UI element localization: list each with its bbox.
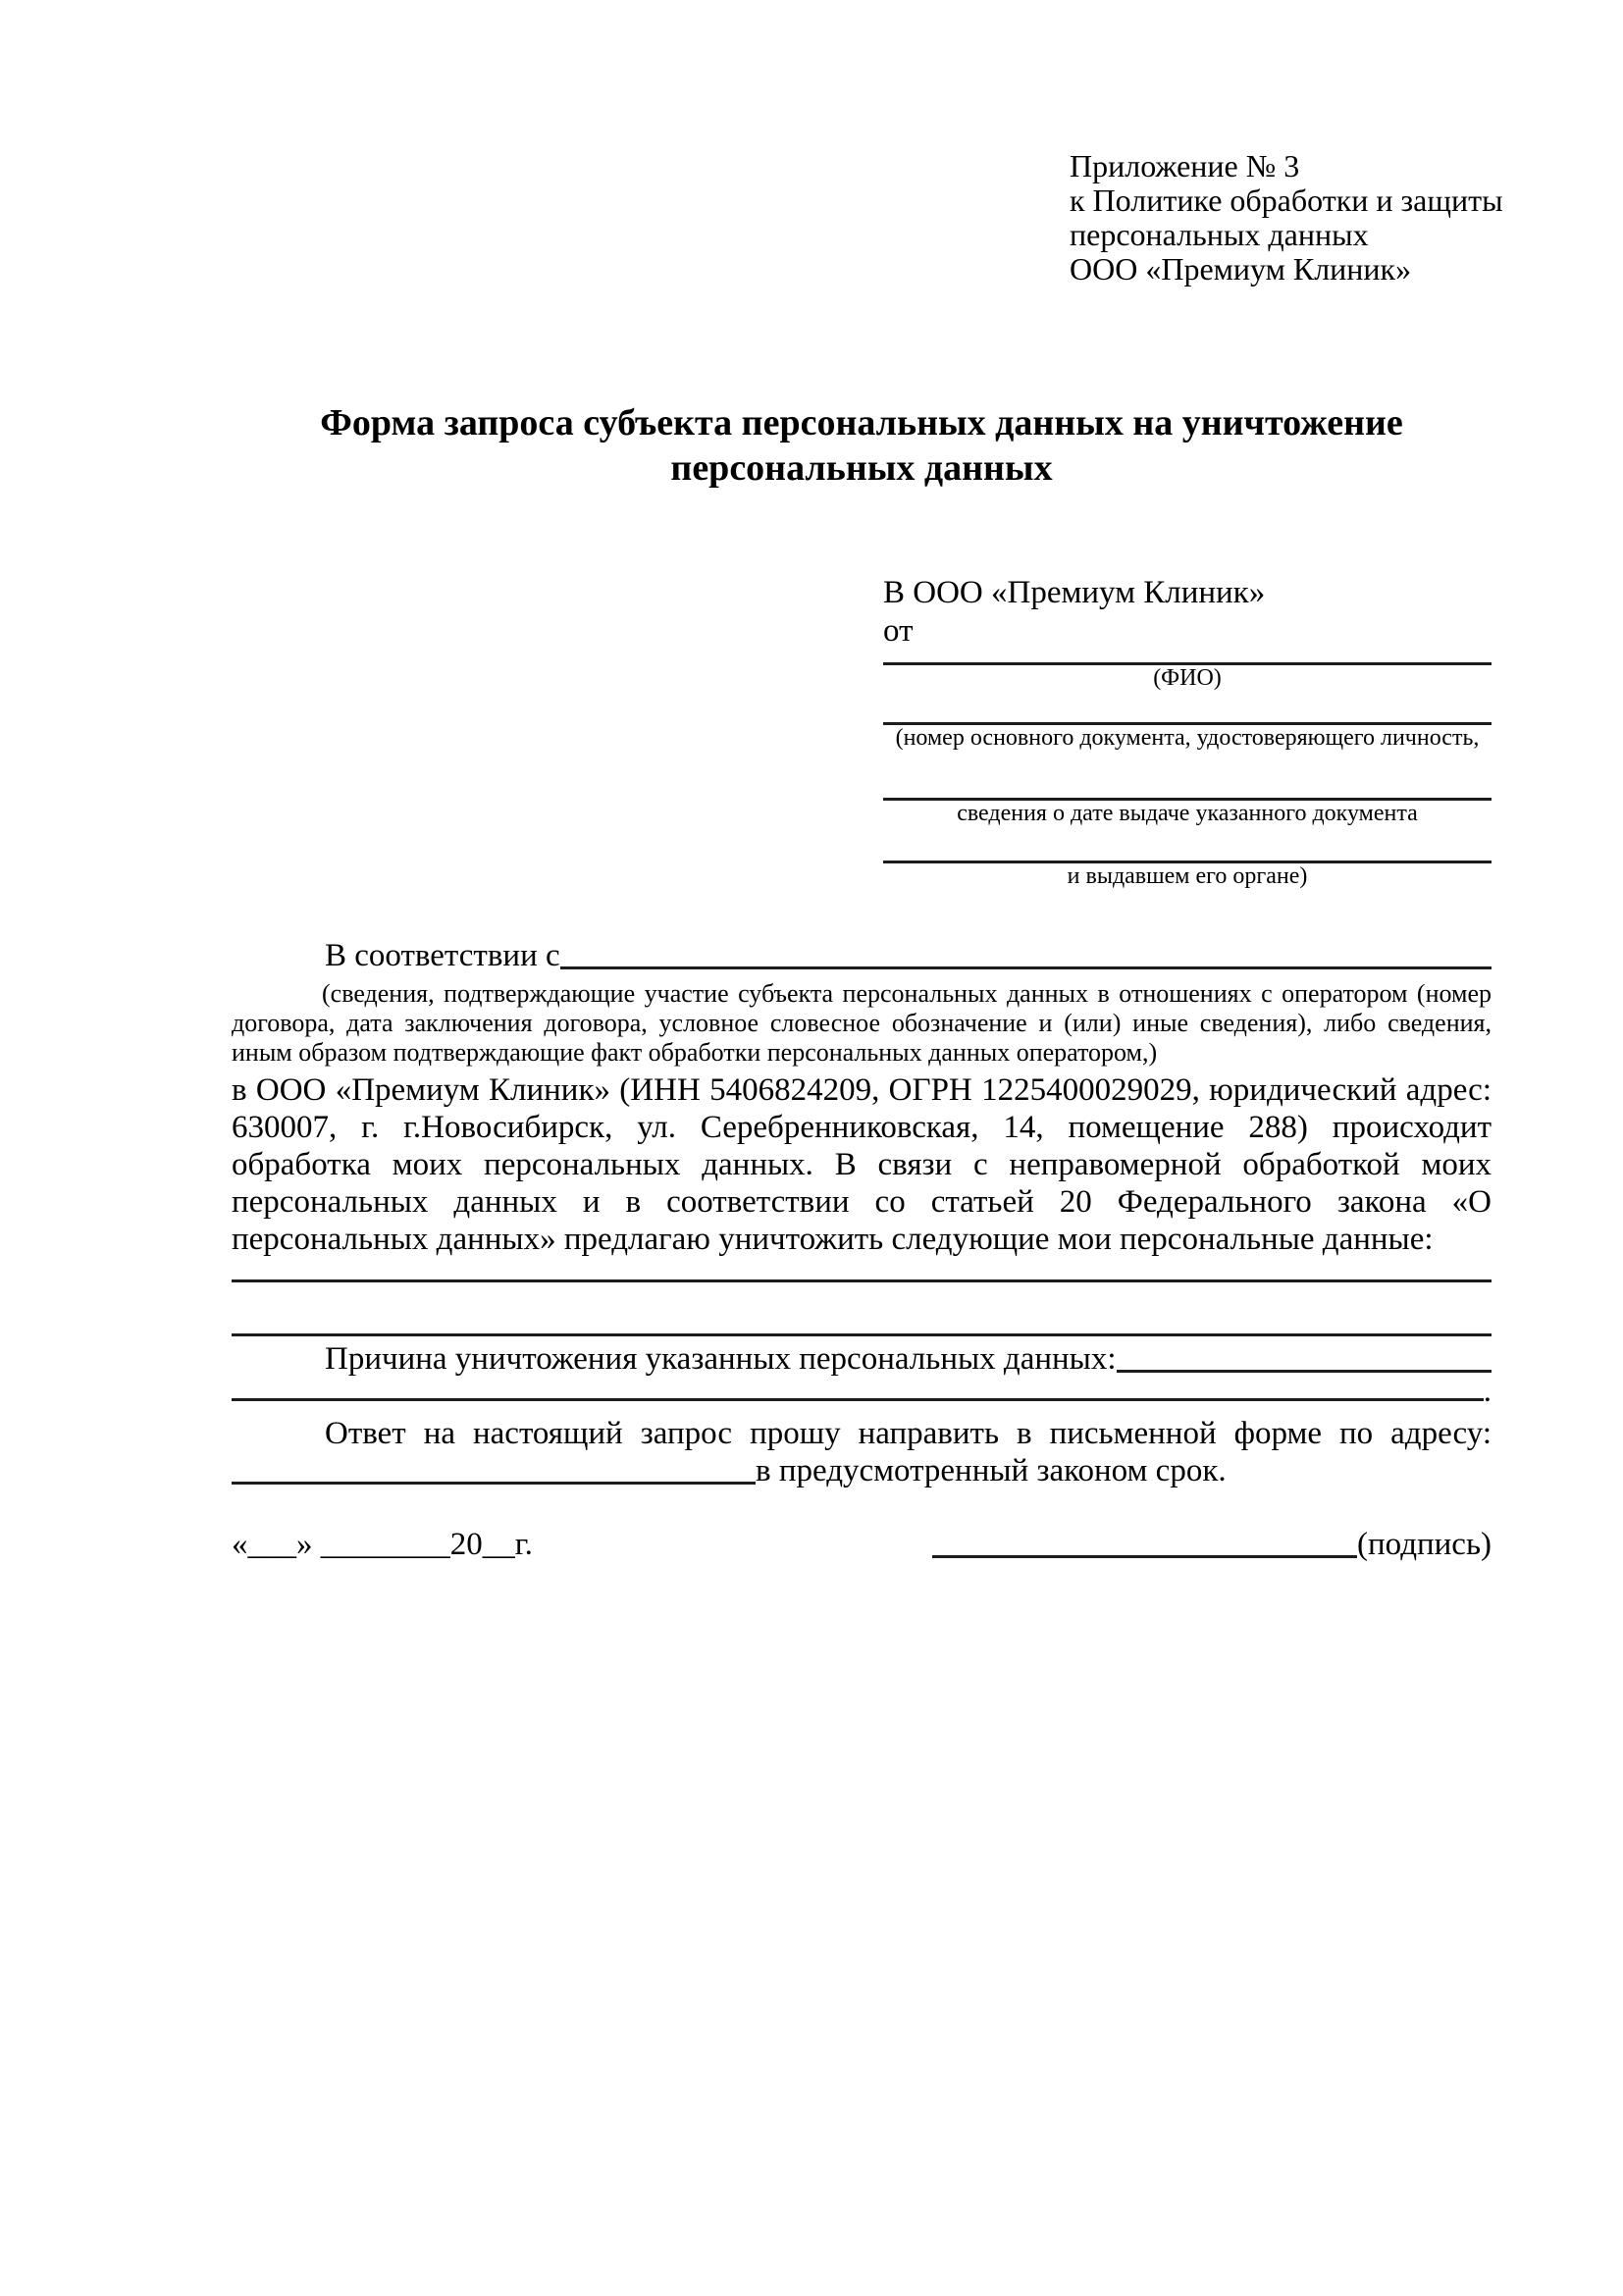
reason-continuation-row [232,1374,1492,1409]
appendix-line-2: к Политике обработки и защиты [1070,183,1503,218]
address-field-line [232,1482,756,1485]
issue-date-field-line [883,751,1492,801]
accordance-field-line [560,966,1492,969]
appendix-line-3: персональных данных [1070,217,1369,252]
appendix-line-1: Приложение № 3 [1070,148,1300,183]
fio-field-line [883,651,1492,665]
reason-row [232,1336,1492,1378]
reason-continuation-line [232,1398,1484,1401]
sentence-period: . [1483,1374,1492,1409]
issuing-authority-field-line [883,826,1492,863]
addressee-from: от [883,613,914,649]
issue-date-caption: сведения о дате выдаче указанного документа [957,801,1418,826]
signature-caption: (подпись) [1357,1527,1492,1562]
accordance-row [232,937,1492,974]
reason-label: Причина уничтожения указанных персональных данных: [325,1341,1117,1377]
document-number-caption: (номер основного документа, удостоверяющего личность, [895,725,1480,751]
date-field: «___» ________20__г. [232,1527,533,1562]
form-title: Форма запроса субъекта персональных данных на уничтожение персональных данных [320,402,1403,489]
issuing-authority-caption: и выдавшем его органе) [1067,863,1308,889]
appendix-block [1070,149,1503,287]
signature-field-line [932,1555,1357,1558]
reason-field-line [1117,1370,1492,1373]
signature-group [932,1523,1492,1566]
form-body [232,937,1492,1489]
response-request-text: Ответ на настоящий запрос прошу направить в письменной форме по адресу: [325,1416,1492,1451]
addressee-block [883,574,1492,889]
document-number-field-line [883,691,1492,725]
response-suffix: в предусмотренный законом срок. [756,1453,1227,1488]
personal-data-field-line-2 [232,1282,1492,1336]
footer-row [232,1523,1492,1566]
accordance-note: (сведения, подтверждающие участие субъекта персональных данных в отношениях с оператором (номер договора, дата заключения договора, условное словесное обозначение и (или) иные сведения), либо сведения, иным образом подтверждающие факт обработки персональных данных оператором,) [232,979,1492,1067]
response-address-row [232,1452,1492,1489]
addressee-to: В ООО «Премиум Клиник» [883,575,1266,610]
appendix-line-4: ООО «Премиум Клиник» [1070,251,1412,287]
personal-data-field-line-1 [232,1258,1492,1282]
accordance-label: В соответствии с [325,938,560,973]
fio-caption: (ФИО) [1153,665,1222,691]
main-paragraph: в ООО «Премиум Клиник» (ИНН 5406824209, ОГРН 1225400029029, юридический адрес: 630007, г. г.Новосибирск, ул. Серебренниковская, 14, помещение 288) происходит обработка моих персональных данных. В связи с неправомерной обработкой моих персональных данных и в соответствии со статьей 20 Федерального закона «О персональных данных» предлагаю уничтожить следующие мои персональные данные: [232,1072,1492,1257]
